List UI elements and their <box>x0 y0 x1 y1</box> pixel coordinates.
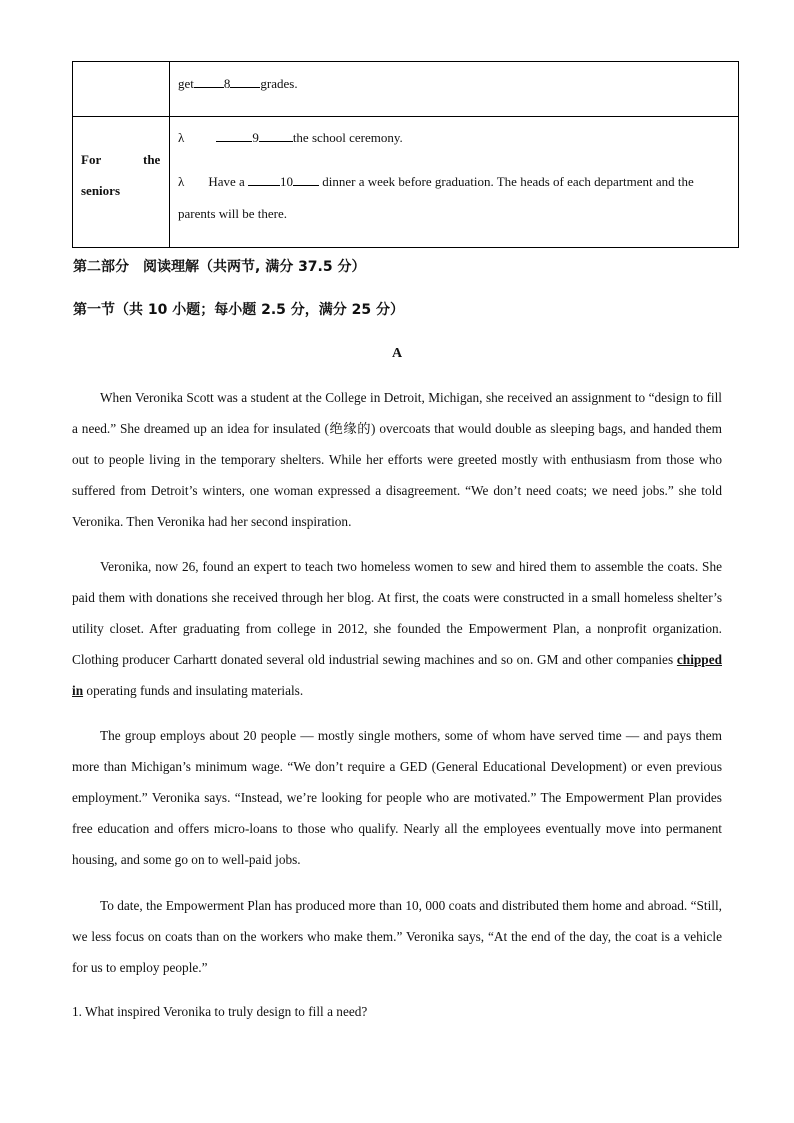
row1-before: get <box>178 76 194 91</box>
blank-line <box>216 141 252 142</box>
item-10-line2: parents will be there. <box>178 206 288 221</box>
paragraph-1 <box>72 382 722 537</box>
section-heading: 第二部分 阅读理解（共两节, 满分 37.5 分） <box>73 259 366 275</box>
paragraph-2 <box>72 551 722 706</box>
row1-after: grades. <box>260 76 298 91</box>
blank-line <box>293 185 319 186</box>
item-10-line <box>178 174 694 190</box>
paragraph-text: The group employs about 20 people — mostly single mothers, some of whom have served time — and pays them more than Michigan’s minimum wage. “We don’t require a GED (General Educational Development) or even previous employment.” Veronika says. “Instead, we’re looking for people who are motivated.” The Empowerment Plan provides free education and offers micro-loans to those who qualify. Nearly all the employees eventually move into permanent housing, and some go on to well-paid jobs. <box>72 728 722 867</box>
blank-line <box>259 141 293 142</box>
highlighted-phrase: chipped in <box>72 652 722 698</box>
paragraph-text: operating funds and insulating materials. <box>83 683 304 698</box>
blank-number-10: 10 <box>280 174 294 189</box>
blank-line <box>230 87 260 88</box>
table-cell <box>170 62 739 117</box>
paragraph-text: When Veronika Scott was a student at the College in Detroit, Michigan, she received an assignment to “design to fill a need.” She dreamed up an idea for insulated (绝缘的) overcoats that would double as sleeping bags, and handed them out to people living in the temporary shelters. While her efforts were greeted mostly with enthusiasm from those who suffered from Detroit’s winters, one woman expressed a disagreement. “We don’t need coats; we need jobs.” she told Veronika. Then Veronika had her second inspiration. <box>72 390 722 529</box>
paragraph-text: Veronika, now 26, found an expert to teach two homeless women to sew and hired them to assemble the coats. She paid them with donations she received through her blog. At first, the coats were constructed in a small homeless shelter’s utility closet. After graduating from college in 2012, she founded the Empowerment Plan, a nonprofit organization. Clothing producer Carhartt donated several old industrial sewing machines and so on. GM and other companies <box>72 559 722 667</box>
blank-number-9: 9 <box>252 130 259 145</box>
table-cell-empty <box>73 62 170 117</box>
item-10-after: dinner a week before graduation. The heads of each department and the <box>319 174 694 189</box>
bullet-icon: λ <box>178 174 185 189</box>
item-9-line <box>178 130 403 146</box>
subsection-heading: 第一节（共 10 小题；每小题 2.5 分，满分 25 分） <box>73 302 405 318</box>
label-the: the <box>143 152 161 167</box>
paragraph-3 <box>72 720 722 875</box>
item-10-before: Have a <box>208 174 249 189</box>
row1-text <box>178 76 298 92</box>
bullet-icon: λ <box>178 130 185 145</box>
schedule-table <box>72 61 739 248</box>
label-seniors: seniors <box>81 183 120 198</box>
table-row <box>73 62 739 117</box>
paragraph-4 <box>72 890 722 983</box>
table-cell <box>170 117 739 248</box>
table-row <box>73 117 739 248</box>
passage-letter: A <box>391 346 403 361</box>
seniors-label-cell <box>73 117 170 248</box>
label-for: For <box>81 152 102 167</box>
blank-line <box>194 87 224 88</box>
question-1: 1. What inspired Veronika to truly design to fill a need? <box>72 1004 368 1019</box>
item-9-text: the school ceremony. <box>292 130 403 145</box>
blank-line <box>248 185 280 186</box>
blank-number-8: 8 <box>223 76 231 91</box>
paragraph-text: To date, the Empowerment Plan has produced more than 10, 000 coats and distributed them home and abroad. “Still, we less focus on coats than on the workers who make them.” Veronika says, “At the end of the day, the coat is a vehicle for us to employ people.” <box>72 898 722 975</box>
